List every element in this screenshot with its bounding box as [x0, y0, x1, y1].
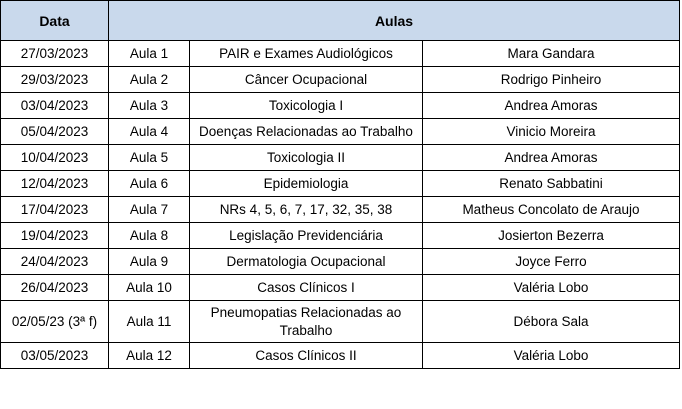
topic-cell: Casos Clínicos I — [190, 275, 423, 301]
table-row — [1, 223, 680, 249]
teacher-cell: Rodrigo Pinheiro — [423, 67, 680, 93]
aula-cell: Aula 4 — [109, 119, 190, 145]
topic-cell: Casos Clínicos II — [190, 343, 423, 369]
date-cell: 24/04/2023 — [1, 249, 109, 275]
date-cell: 03/04/2023 — [1, 93, 109, 119]
aula-cell: Aula 1 — [109, 41, 190, 67]
header-aulas: Aulas — [109, 1, 680, 41]
aula-cell: Aula 11 — [109, 301, 190, 343]
table-row — [1, 197, 680, 223]
teacher-cell: Vinicio Moreira — [423, 119, 680, 145]
date-cell: 10/04/2023 — [1, 145, 109, 171]
aula-cell: Aula 9 — [109, 249, 190, 275]
aula-cell: Aula 5 — [109, 145, 190, 171]
topic-cell: Epidemiologia — [190, 171, 423, 197]
table-row — [1, 171, 680, 197]
teacher-cell: Andrea Amoras — [423, 145, 680, 171]
table-row — [1, 41, 680, 67]
table-row — [1, 67, 680, 93]
header-data: Data — [1, 1, 109, 41]
date-cell: 26/04/2023 — [1, 275, 109, 301]
topic-cell: PAIR e Exames Audiológicos — [190, 41, 423, 67]
aula-cell: Aula 6 — [109, 171, 190, 197]
date-cell: 19/04/2023 — [1, 223, 109, 249]
table-row — [1, 275, 680, 301]
teacher-cell: Valéria Lobo — [423, 343, 680, 369]
topic-cell: Pneumopatias Relacionadas ao Trabalho — [190, 301, 423, 343]
table-row — [1, 93, 680, 119]
teacher-cell: Andrea Amoras — [423, 93, 680, 119]
topic-cell: Dermatologia Ocupacional — [190, 249, 423, 275]
aula-cell: Aula 8 — [109, 223, 190, 249]
date-cell: 03/05/2023 — [1, 343, 109, 369]
aula-cell: Aula 12 — [109, 343, 190, 369]
teacher-cell: Joyce Ferro — [423, 249, 680, 275]
table-row — [1, 145, 680, 171]
teacher-cell: Renato Sabbatini — [423, 171, 680, 197]
teacher-cell: Josierton Bezerra — [423, 223, 680, 249]
teacher-cell: Mara Gandara — [423, 41, 680, 67]
date-cell: 05/04/2023 — [1, 119, 109, 145]
teacher-cell: Matheus Concolato de Araujo — [423, 197, 680, 223]
teacher-cell: Valéria Lobo — [423, 275, 680, 301]
aula-cell: Aula 10 — [109, 275, 190, 301]
header-row — [1, 1, 680, 41]
teacher-cell: Débora Sala — [423, 301, 680, 343]
topic-cell: Toxicologia I — [190, 93, 423, 119]
date-cell: 02/05/23 (3ª f) — [1, 301, 109, 343]
topic-cell: Câncer Ocupacional — [190, 67, 423, 93]
aula-cell: Aula 3 — [109, 93, 190, 119]
date-cell: 27/03/2023 — [1, 41, 109, 67]
table-row — [1, 249, 680, 275]
topic-cell: Legislação Previdenciária — [190, 223, 423, 249]
topic-cell: Toxicologia II — [190, 145, 423, 171]
topic-cell: Doenças Relacionadas ao Trabalho — [190, 119, 423, 145]
date-cell: 12/04/2023 — [1, 171, 109, 197]
table-row — [1, 119, 680, 145]
aula-cell: Aula 7 — [109, 197, 190, 223]
table-row — [1, 301, 680, 343]
topic-cell: NRs 4, 5, 6, 7, 17, 32, 35, 38 — [190, 197, 423, 223]
date-cell: 29/03/2023 — [1, 67, 109, 93]
aula-cell: Aula 2 — [109, 67, 190, 93]
table-row — [1, 343, 680, 369]
date-cell: 17/04/2023 — [1, 197, 109, 223]
